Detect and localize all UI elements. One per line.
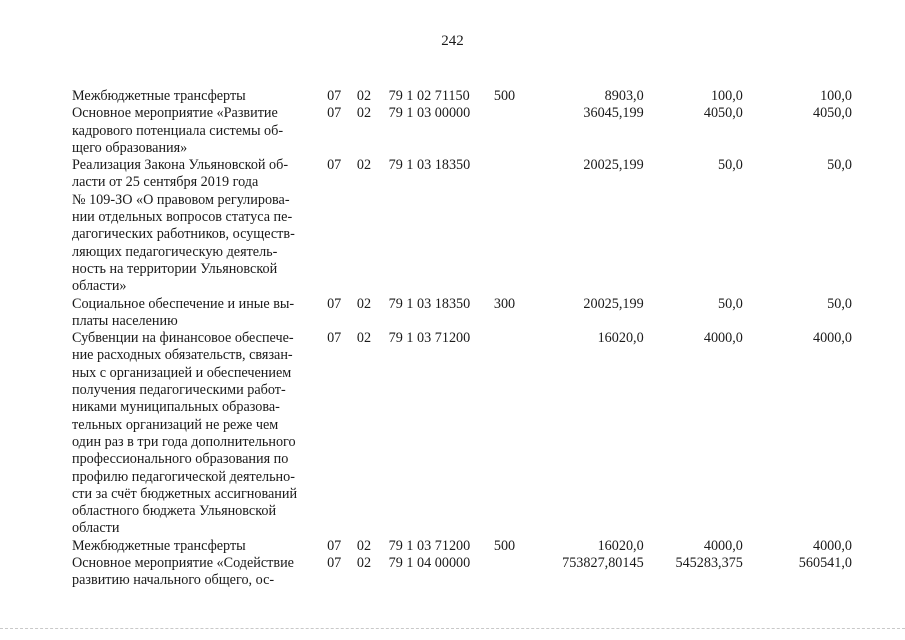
row-name (72, 105, 315, 157)
subsection-code: 02 (356, 105, 372, 122)
row-name-line: Реализация Закона Ульяновской об- (72, 157, 289, 174)
amount-year-1: 20025,199 (583, 295, 644, 312)
table-row (72, 296, 852, 331)
amount-year-1: 753827,80145 (562, 555, 644, 572)
row-name-line: дагогических работников, осуществ- (72, 226, 295, 243)
budget-table (72, 88, 852, 590)
row-name-line: тельных организаций не реже чем (72, 416, 279, 433)
expense-type-code: 500 (493, 537, 516, 554)
amount-year-3: 560541,0 (798, 555, 852, 572)
row-name-line: области» (72, 278, 127, 295)
amount-year-2: 50,0 (718, 157, 743, 174)
row-name-line: ласти от 25 сентября 2019 года (72, 174, 259, 191)
amount-year-3: 100,0 (820, 88, 852, 104)
table-row (72, 105, 852, 157)
table-row (72, 88, 852, 105)
amount-year-2: 50,0 (718, 295, 743, 312)
row-name-line: сти за счёт бюджетных ассигнований (72, 485, 298, 502)
row-name-line: развитию начального общего, ос- (72, 572, 275, 589)
row-name-line: профилю педагогической деятельно- (72, 468, 295, 485)
amount-year-2: 4000,0 (703, 330, 743, 347)
amount-year-3: 4000,0 (812, 537, 852, 554)
section-code: 07 (327, 157, 342, 174)
target-article-code: 79 1 03 71200 (388, 330, 471, 347)
row-name-line: нии отдельных вопросов статуса пе- (72, 209, 293, 226)
amount-year-2: 4050,0 (703, 105, 743, 122)
table-row (72, 157, 852, 295)
amount-year-2: 100,0 (710, 88, 743, 104)
target-article-code: 79 1 02 71150 (388, 88, 470, 104)
amount-year-1: 16020,0 (597, 537, 644, 554)
table-row (72, 330, 852, 538)
row-name-line: ние расходных обязательств, связан- (72, 347, 293, 364)
amount-year-3: 4000,0 (812, 330, 852, 347)
row-name-line: платы населению (72, 312, 178, 329)
amount-year-3: 50,0 (827, 295, 852, 312)
target-article-code: 79 1 03 18350 (388, 157, 471, 174)
section-code: 07 (327, 105, 342, 122)
subsection-code: 02 (356, 330, 372, 347)
row-name-line: областного бюджета Ульяновской (72, 503, 277, 520)
target-article-code: 79 1 03 71200 (388, 537, 471, 554)
row-name (72, 296, 315, 331)
row-name-line: щего образования» (72, 139, 188, 156)
row-name (72, 330, 315, 538)
amount-year-1: 8903,0 (604, 88, 644, 104)
row-name (72, 555, 315, 590)
row-name-line: Социальное обеспечение и иные вы- (72, 295, 295, 312)
subsection-code: 02 (356, 157, 372, 174)
page-number: 242 (441, 33, 464, 49)
amount-year-2: 545283,375 (675, 555, 743, 572)
table-row (72, 555, 852, 590)
row-name (72, 88, 315, 105)
row-name-line: № 109-ЗО «О правовом регулирова- (72, 191, 290, 208)
row-name-line: профессионального образования по (72, 451, 289, 468)
row-name-line: никами муниципальных образова- (72, 399, 280, 416)
section-code: 07 (327, 88, 342, 104)
target-article-code: 79 1 04 00000 (388, 555, 471, 572)
row-name-line: Межбюджетные трансферты (72, 537, 246, 554)
row-name-line: Субвенции на финансовое обеспече- (72, 330, 294, 347)
row-name-line: Основное мероприятие «Содействие (72, 555, 294, 572)
subsection-code: 02 (356, 295, 372, 312)
amount-year-3: 4050,0 (812, 105, 852, 122)
table-row (72, 538, 852, 555)
row-name-line: Основное мероприятие «Развитие (72, 105, 278, 122)
amount-year-1: 36045,199 (583, 105, 644, 122)
row-name (72, 538, 315, 555)
page-bottom-rule (0, 628, 905, 629)
row-name-line: ность на территории Ульяновской (72, 260, 278, 277)
amount-year-1: 16020,0 (597, 330, 644, 347)
amount-year-3: 50,0 (827, 157, 852, 174)
row-name-line: ных с организацией и обеспечением (72, 364, 292, 381)
target-article-code: 79 1 03 00000 (388, 105, 471, 122)
row-name-line: кадрового потенциала системы об- (72, 122, 284, 139)
section-code: 07 (327, 537, 342, 554)
expense-type-code: 500 (493, 88, 516, 104)
row-name-line: области (72, 520, 120, 537)
row-name-line: ляющих педагогическую деятель- (72, 243, 278, 260)
section-code: 07 (327, 330, 342, 347)
amount-year-2: 4000,0 (703, 537, 743, 554)
row-name (72, 157, 315, 295)
subsection-code: 02 (356, 555, 372, 572)
amount-year-1: 20025,199 (583, 157, 644, 174)
subsection-code: 02 (356, 88, 372, 104)
expense-type-code: 300 (493, 295, 516, 312)
row-name-line: Межбюджетные трансферты (72, 88, 246, 104)
target-article-code: 79 1 03 18350 (388, 295, 471, 312)
row-name-line: один раз в три года дополнительного (72, 433, 296, 450)
row-name-line: получения педагогическими работ- (72, 382, 286, 399)
section-code: 07 (327, 295, 342, 312)
section-code: 07 (327, 555, 342, 572)
subsection-code: 02 (356, 537, 372, 554)
